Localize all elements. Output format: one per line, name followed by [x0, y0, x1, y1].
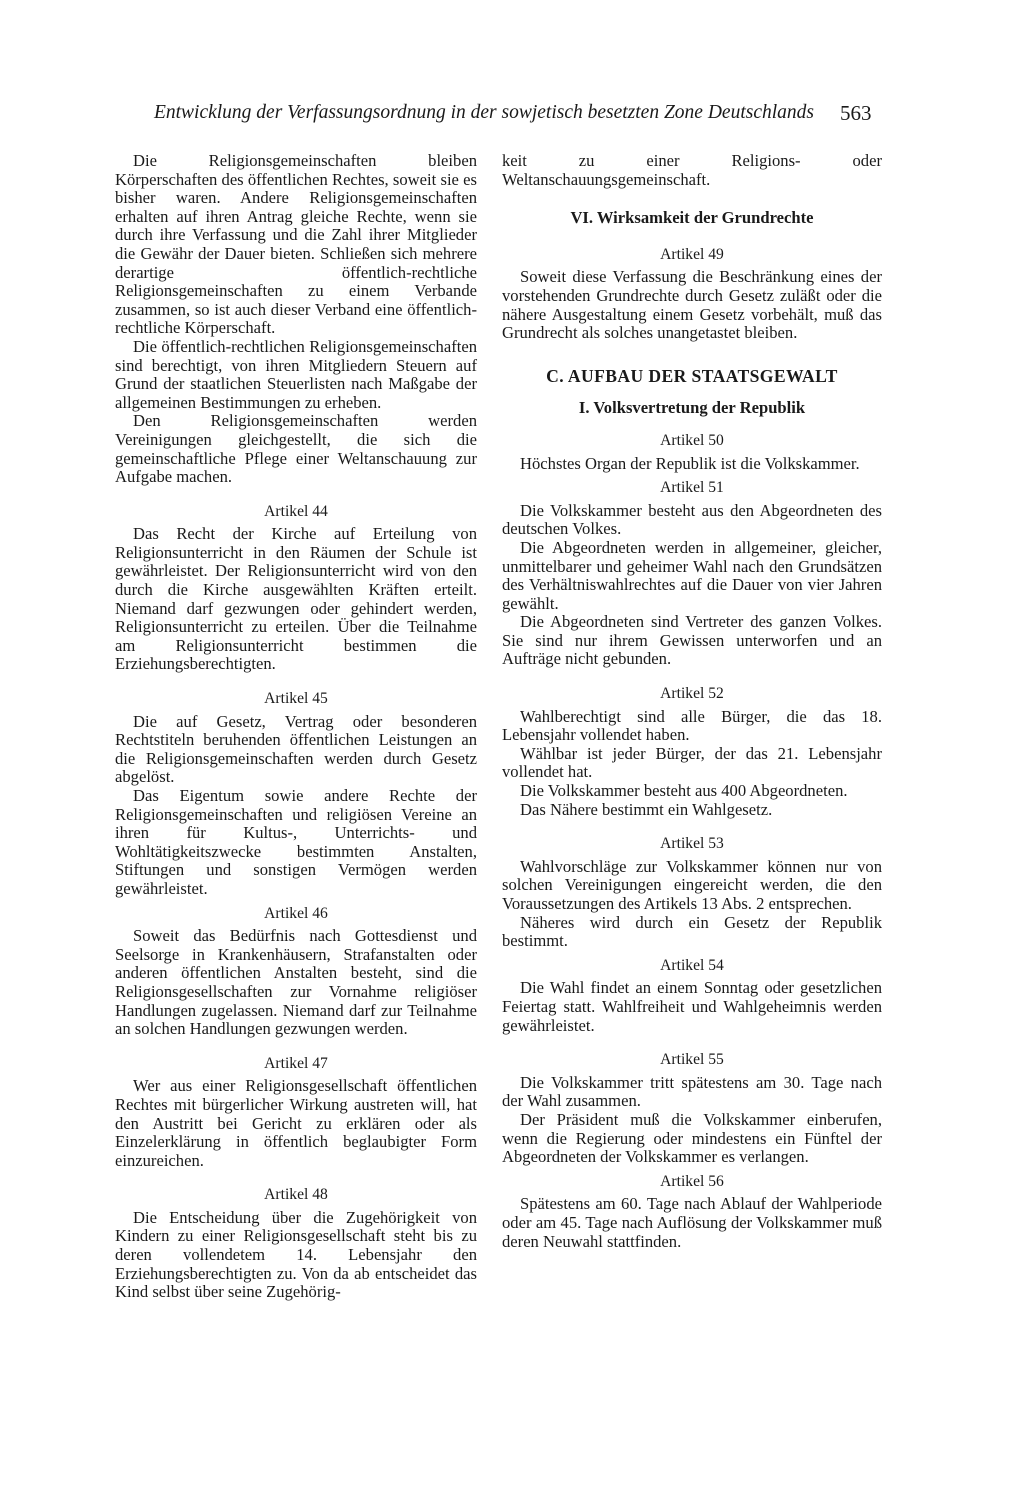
paragraph: Die öffentlich-rechtlichen Religionsgemeinschaften sind berechtigt, von ihren Mitgliedern Steuern auf Grund der staatlichen Steuerlisten nach Maßgabe der allgemeinen Bestimmungen zu erheben.	[115, 336, 477, 412]
paragraph: Die auf Gesetz, Vertrag oder besonderen Rechtstiteln beruhenden öffentlichen Leistungen an die Religionsgemeinschaften werden durch Gesetz abgelöst.	[115, 711, 477, 787]
running-head: Entwicklung der Verfassungsordnung in der sowjetisch besetzten Zone Deutschlands	[153, 102, 814, 123]
paragraph: Soweit das Bedürfnis nach Gottesdienst und Seelsorge in Krankenhäusern, Strafanstalten oder anderen öffentlichen Anstalten besteht, sind die Religionsgesellschaften zur Vornahme religiöser Handlungen zugelassen. Niemand darf zur Teilnahme an solchen Handlungen gezwungen werden.	[115, 926, 477, 1039]
paragraph: Den Religionsgemeinschaften werden Vereinigungen gleichgestellt, die sich die gemeinschaftliche Pflege einer Weltanschauung zur Aufgabe machen.	[115, 411, 477, 487]
paragraph: Wahlvorschläge zur Volkskammer können nur von solchen Vereinigungen eingereicht werden, die den Voraussetzungen des Artikels 13 Abs. 2 entsprechen.	[502, 856, 882, 913]
paragraph: Höchstes Organ der Republik ist die Volkskammer.	[520, 453, 860, 473]
paragraph: Die Abgeordneten sind Vertreter des ganzen Volkes. Sie sind nur ihrem Gewissen unterworfen und an Aufträge nicht gebunden.	[502, 612, 882, 669]
paragraph: Spätestens am 60. Tage nach Ablauf der Wahlperiode oder am 45. Tage nach Auflösung der Volkskammer muß deren Neuwahl stattfinden.	[502, 1194, 882, 1251]
paragraph: Die Volkskammer tritt spätestens am 30. Tage nach der Wahl zusammen.	[502, 1072, 882, 1111]
left-column	[115, 152, 477, 1302]
page-number: 563	[840, 101, 872, 125]
paragraph: Die Abgeordneten werden in allgemeiner, gleicher, unmittelbarer und geheimer Wahl nach den Grundsätzen des Verhältniswahlrechtes auf die Dauer von vier Jahren gewählt.	[502, 537, 882, 613]
article-heading-53: Artikel 53	[660, 835, 724, 853]
paragraph: Die Entscheidung über die Zugehörigkeit von Kindern zu einer Religionsgesellschaft steht bis zu deren vollendetem 14. Lebensjahr den Erziehungsberechtigten zu. Von da ab entscheidet das Kind selbst über seine Zugehörig-	[115, 1207, 477, 1302]
article-heading-56: Artikel 56	[660, 1172, 724, 1190]
paragraph: Wählbar ist jeder Bürger, der das 21. Lebensjahr vollendet hat.	[502, 743, 882, 782]
article-heading-52: Artikel 52	[660, 685, 724, 703]
paragraph: Das Recht der Kirche auf Erteilung von Religionsunterricht in den Räumen der Schule ist gewährleistet. Der Religionsunterricht wird von den durch die Kirche ausgewählten Kräften erteilt. Niemand darf gezwungen oder gehindert werden, Religionsunterricht zu erteilen. Über die Teilnahme am Religionsunterricht bestimmen die Erziehungsberechtigten.	[115, 524, 477, 674]
article-heading-47: Artikel 47	[264, 1054, 328, 1072]
paragraph: Das Nähere bestimmt ein Wahlgesetz.	[520, 799, 773, 819]
paragraph: Soweit diese Verfassung die Beschränkung eines der vorstehenden Grundrechte durch Gesetz zuläßt oder die nähere Ausgestaltung einem Gesetz vorbehält, muß das Grundrecht als solches unangetastet bleiben.	[502, 267, 882, 343]
right-column	[502, 152, 882, 1251]
paragraph: Näheres wird durch ein Gesetz der Republik bestimmt.	[502, 912, 882, 951]
paragraph: Die Wahl findet an einem Sonntag oder gesetzlichen Feiertag statt. Wahlfreiheit und Wahlgeheimnis werden gewährleistet.	[502, 978, 882, 1035]
paragraph: Die Volkskammer besteht aus 400 Abgeordneten.	[520, 781, 848, 801]
paragraph: Die Religionsgemeinschaften bleiben Körperschaften des öffentlichen Rechtes, soweit sie es bisher waren. Andere Religionsgemeinschaften erhalten auf ihren Antrag gleiche Rechte, wenn sie durch ihre Verfassung und die Zahl ihrer Mitglieder die Gewähr der Dauer bieten. Schließen sich mehrere derartige öffentlich-rechtliche Religionsgemeinschaften zu einem Verbande zusammen, so ist auch dieser Verband eine öffentlich-rechtliche Körperschaft.	[115, 151, 477, 338]
paragraph: Wer aus einer Religionsgesellschaft öffentlichen Rechtes mit bürgerlicher Wirkung austreten will, hat den Austritt bei Gericht zu erklären oder als Einzelerklärung in öffentlich beglaubigter Form einzureichen.	[115, 1076, 477, 1170]
article-heading-46: Artikel 46	[264, 904, 328, 922]
paragraph: Die Volkskammer besteht aus den Abgeordneten des deutschen Volkes.	[502, 500, 882, 539]
article-heading-55: Artikel 55	[660, 1051, 724, 1069]
article-heading-45: Artikel 45	[264, 690, 328, 708]
article-heading-48: Artikel 48	[264, 1186, 328, 1204]
article-heading-49: Artikel 49	[660, 245, 724, 263]
paragraph: Das Eigentum sowie andere Rechte der Religionsgemeinschaften und religiösen Vereine an ihren für Kultus-, Unterrichts- und Wohltätigkeitszwecke bestimmten Anstalten, Stiftungen und sonstigen Vermögen werden gewährleistet.	[115, 786, 477, 898]
paragraph: Der Präsident muß die Volkskammer einberufen, wenn die Regierung oder mindestens ein Fünftel der Abgeordneten der Volkskammer es verlangen.	[502, 1109, 882, 1167]
section-heading-vi: VI. Wirksamkeit der Grundrechte	[570, 208, 814, 228]
article-heading-50: Artikel 50	[660, 431, 724, 449]
part-heading-c: C. AUFBAU DER STAATSGEWALT	[546, 365, 838, 386]
article-heading-44: Artikel 44	[264, 502, 328, 520]
article-heading-51: Artikel 51	[660, 479, 724, 497]
paragraph: Wahlberechtigt sind alle Bürger, die das 18. Lebensjahr vollendet haben.	[502, 706, 882, 745]
paragraph-continued: keit zu einer Religions- oder Weltanschauungsgemeinschaft.	[502, 151, 882, 189]
section-heading-i: I. Volksvertretung der Republik	[578, 398, 806, 418]
article-heading-54: Artikel 54	[660, 956, 724, 974]
